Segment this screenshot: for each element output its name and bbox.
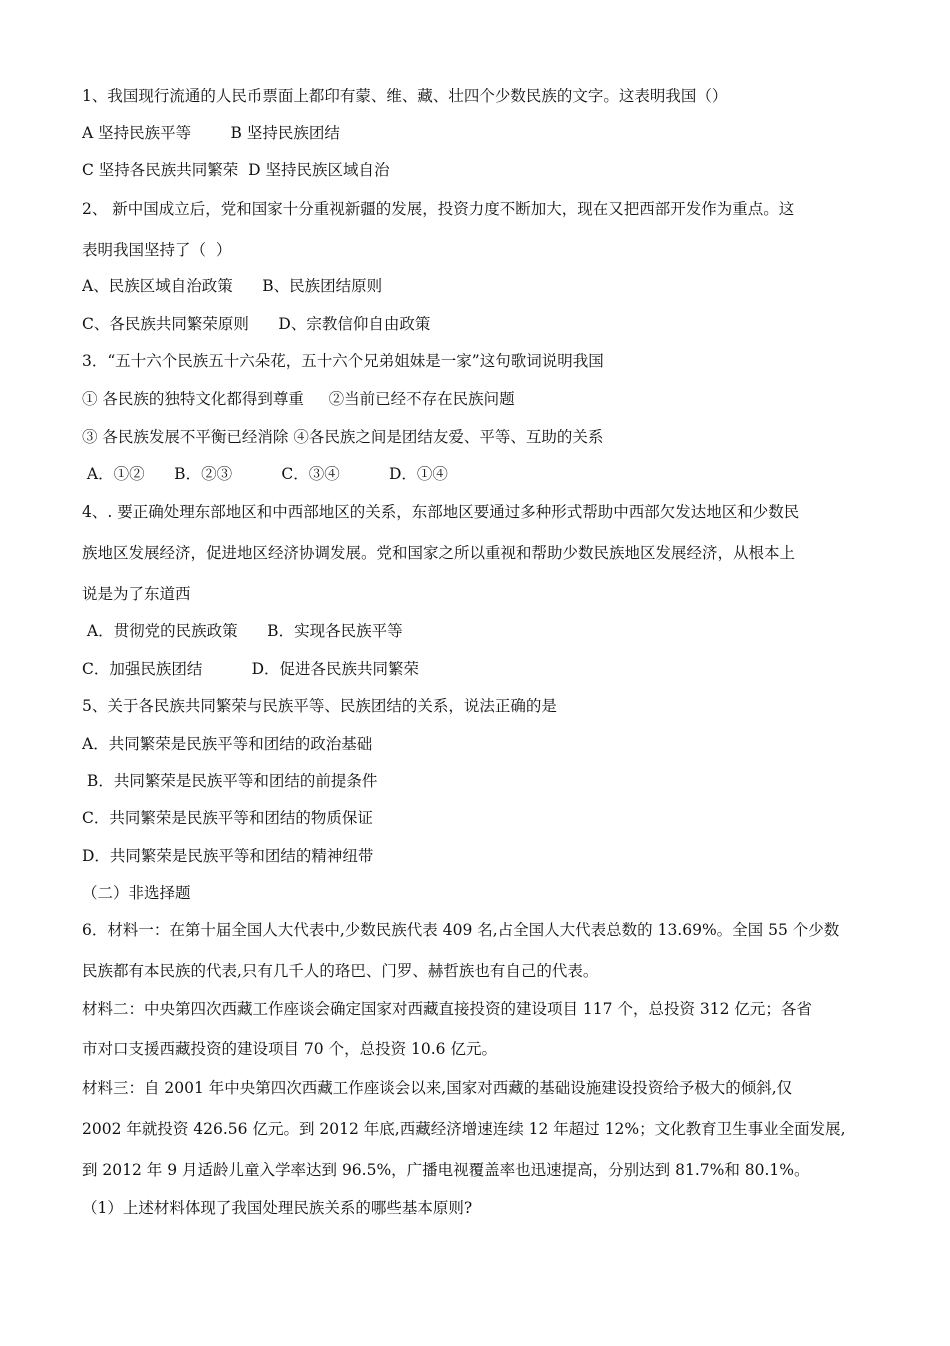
question-6-material-2-line2: 市对口支援西藏投资的建设项目 70 个，总投资 10.6 亿元。 <box>82 1040 497 1058</box>
question-1-options-cd: C 坚持各民族共同繁荣 D 坚持民族区域自治 <box>82 161 390 179</box>
question-5-option-d: D．共同繁荣是民族平等和团结的精神纽带 <box>82 847 374 865</box>
question-6-material-1-line2: 民族都有本民族的代表,只有几千人的珞巴、门罗、赫哲族也有自己的代表。 <box>82 962 599 980</box>
question-1-options-ab: A 坚持民族平等 B 坚持民族团结 <box>82 124 340 142</box>
question-4-options-cd: C．加强民族团结 D．促进各民族共同繁荣 <box>82 660 420 678</box>
question-3-stem: 3．“五十六个民族五十六朵花，五十六个兄弟姐妹是一家”这句歌词说明我国 <box>82 352 604 370</box>
question-4-stem-line3: 说是为了东道西 <box>82 585 191 603</box>
question-6-material-3-line2: 2002 年就投资 426.56 亿元。到 2012 年底,西藏经济增速连续 12 年超过 12%；文化教育卫生事业全面发展, <box>82 1120 846 1138</box>
question-2-stem-line2: 表明我国坚持了（ ） <box>82 241 232 259</box>
question-2-options-cd: C、各民族共同繁荣原则 D、宗教信仰自由政策 <box>82 315 431 333</box>
question-5-option-a: A．共同繁荣是民族平等和团结的政治基础 <box>82 735 373 753</box>
question-5-option-c: C．共同繁荣是民族平等和团结的物质保证 <box>82 809 373 827</box>
question-4-stem-line1: 4、. 要正确处理东部地区和中西部地区的关系，东部地区要通过多种形式帮助中西部欠发达地区和少数民 <box>82 503 800 521</box>
question-6-material-3-line1: 材料三：自 2001 年中央第四次西藏工作座谈会以来,国家对西藏的基础设施建设投资给予极大的倾斜,仅 <box>82 1079 793 1097</box>
question-5-option-b: B．共同繁荣是民族平等和团结的前提条件 <box>82 772 378 790</box>
question-4-options-ab: A．贯彻党的民族政策 B．实现各民族平等 <box>82 622 403 640</box>
question-2-stem-line1: 2、 新中国成立后，党和国家十分重视新疆的发展，投资力度不断加大，现在又把西部开发作为重点。这 <box>82 200 795 218</box>
question-6-material-2-line1: 材料二：中央第四次西藏工作座谈会确定国家对西藏直接投资的建设项目 117 个，总投资 312 亿元；各省 <box>82 1000 812 1018</box>
question-4-stem-line2: 族地区发展经济，促进地区经济协调发展。党和国家之所以重视和帮助少数民族地区发展经济，从根本上 <box>82 544 796 562</box>
question-6-material-1-line1: 6．材料一：在第十届全国人大代表中,少数民族代表 409 名,占全国人大代表总数的 13.69%。全国 55 个少数 <box>82 921 840 939</box>
question-3-items-34: ③ 各民族发展不平衡已经消除 ④各民族之间是团结友爱、平等、互助的关系 <box>82 428 604 446</box>
question-3-items-12: ① 各民族的独特文化都得到尊重 ②当前已经不存在民族问题 <box>82 390 515 408</box>
question-2-options-ab: A、民族区域自治政策 B、民族团结原则 <box>82 277 383 295</box>
question-5-stem: 5、关于各民族共同繁荣与民族平等、民族团结的关系，说法正确的是 <box>82 697 557 715</box>
question-1-stem: 1、我国现行流通的人民币票面上都印有蒙、维、藏、壮四个少数民族的文字。这表明我国（） <box>82 87 728 105</box>
section-heading-non-choice: （二）非选择题 <box>82 884 191 902</box>
question-3-options: A．①② B．②③ C．③④ D．①④ <box>82 465 448 483</box>
question-6-material-3-line3: 到 2012 年 9 月适龄儿童入学率达到 96.5%，广播电视覆盖率也迅速提高，分别达到 81.7%和 80.1%。 <box>82 1161 810 1179</box>
question-6-subquestion-1: （1）上述材料体现了我国处理民族关系的哪些基本原则? <box>82 1199 473 1217</box>
